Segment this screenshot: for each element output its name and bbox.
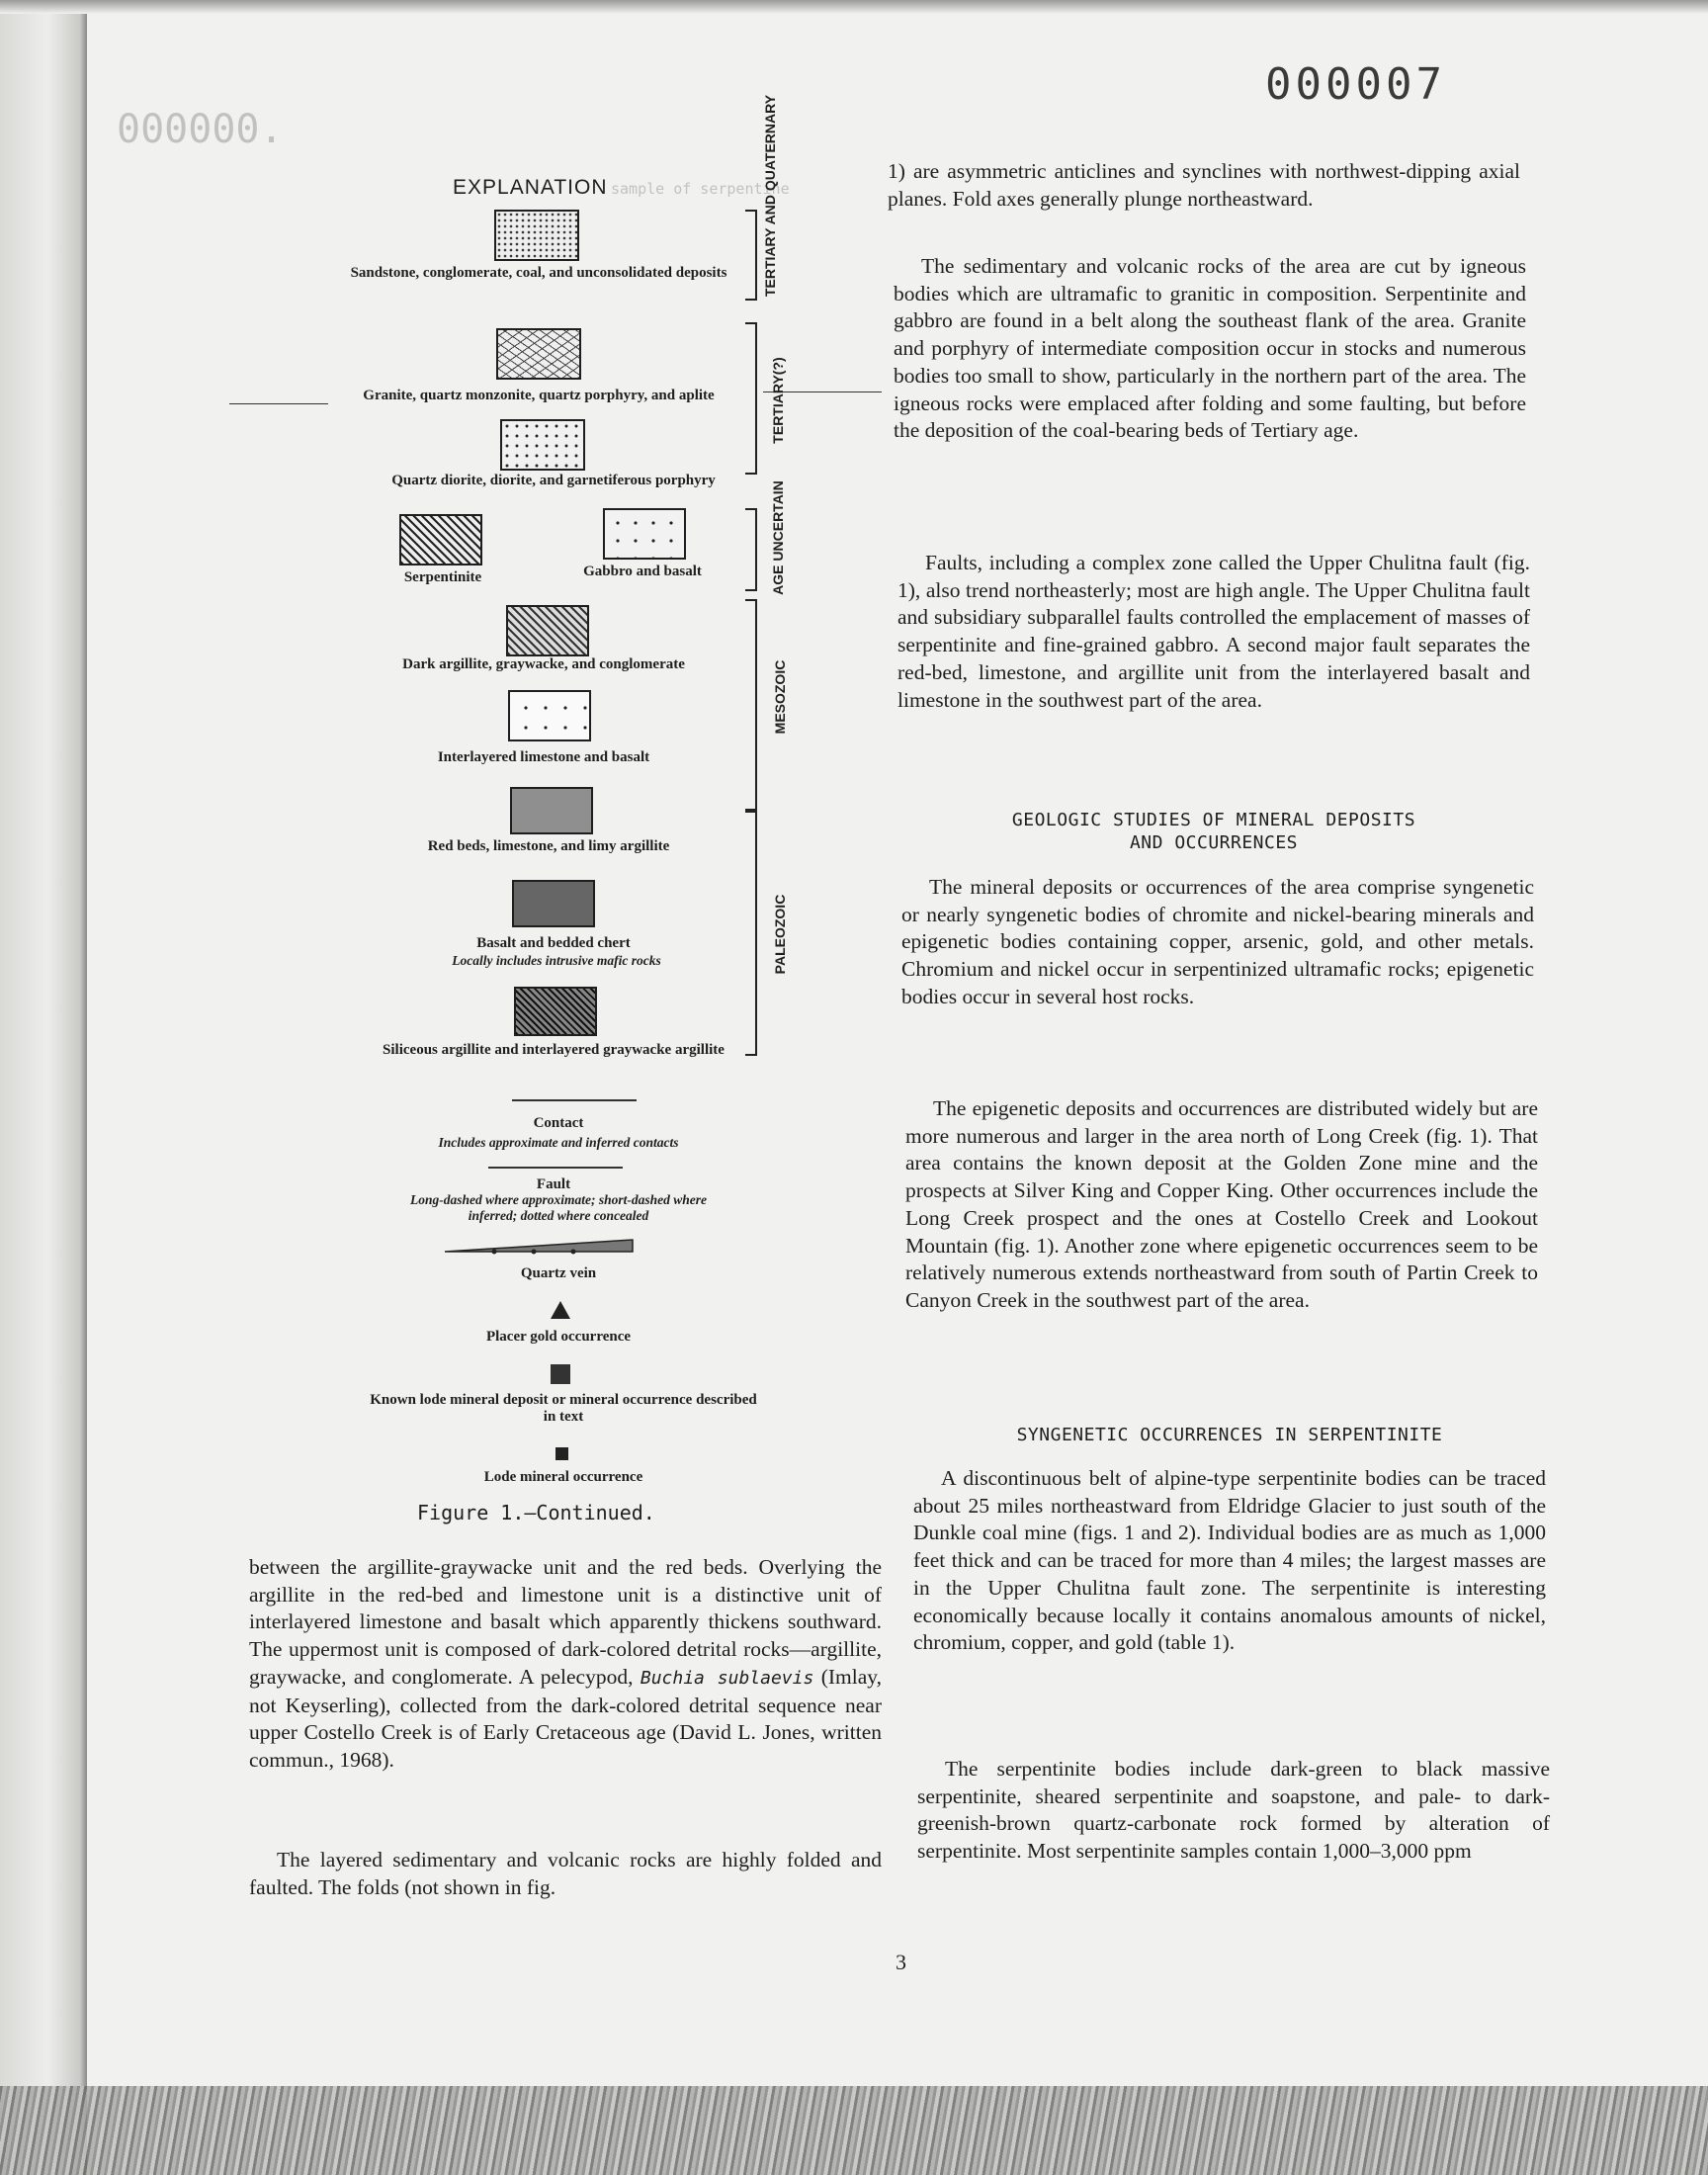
legend-title: EXPLANATION — [453, 176, 608, 199]
lode-square-icon — [555, 1447, 568, 1460]
placer-triangle-icon — [551, 1301, 570, 1319]
divider-left — [229, 403, 328, 404]
right-paragraph-3: Faults, including a complex zone called the Upper Chulitna fault (fig. 1), also trend northeasterly; most are high angle. The Upper Chulitna fault and subsidiary subparallel faults controlled the emplacement of masses of serpentinite and fine-grained gabbro. A second major fault separates the red-bed, limestone, and argillite unit from the interlayered basalt and limestone in the southwest part of the area. — [897, 551, 1530, 712]
basalt-chert-label: Basalt and bedded chert — [476, 935, 631, 951]
fault-line-symbol — [488, 1167, 623, 1169]
age-tertiary-quaternary: TERTIARY AND QUATERNARY — [762, 94, 778, 297]
brace-tertiary-quaternary — [745, 210, 757, 301]
brace-paleozoic — [745, 811, 757, 1056]
age-paleozoic: PALEOZOIC — [772, 894, 788, 975]
species-name: Buchia sublaevis — [640, 1667, 814, 1689]
page-binding-edge — [0, 0, 87, 2175]
lode-label: Lode mineral occurrence — [483, 1469, 643, 1485]
heading-mineral-deposits: GEOLOGIC STUDIES OF MINERAL DEPOSITS AND OCCURRENCES — [1011, 810, 1416, 853]
page-number: 3 — [896, 1950, 906, 1974]
siliceous-argillite-label: Siliceous argillite and interlayered graywacke argillite — [383, 1042, 725, 1058]
basalt-chert-note: Locally includes intrusive mafic rocks — [452, 953, 661, 968]
sandstone-label: Sandstone, conglomerate, coal, and unconsolidated deposits — [350, 265, 727, 281]
left-paragraph-1: between the argillite-graywacke unit and the red beds. Overlying the argillite in the red-bed and limestone unit is a distinctive unit of interlayered limestone and basalt which apparently thickens southward. The uppermost unit is composed of dark-colored detrital rocks—argillite, graywacke, and conglomerate. A pelecypod, Buchia sublaevis (Imlay, not Keyserling), collected from the dark-colored detrital sequence near upper Costello Creek is of Early Cretaceous age (David L. Jones, written commun., 1968). — [249, 1555, 883, 1772]
top-scan-shadow — [0, 0, 1708, 14]
known-lode-label: Known lode mineral deposit or mineral occurrence described in text — [370, 1392, 757, 1425]
document-number: 000007 — [1265, 59, 1446, 110]
bottom-scan-edge — [0, 2086, 1708, 2175]
known-lode-square-icon — [551, 1364, 570, 1384]
basalt-chert-swatch — [512, 880, 595, 927]
right-paragraph-6: A discontinuous belt of alpine-type serpentinite bodies can be traced about 25 miles northeastward from Eldridge Glacier to just south of the Dunkle coal mine (figs. 1 and 2). Individual bodies are as much as 1,000 feet thick and can be traced for more than 4 miles; the largest masses are in the Upper Chulitna fault zone. The serpentinite is interesting economically because locally it contains anomalous amounts of nickel, chromium, copper, and gold (table 1). — [913, 1466, 1546, 1655]
figure-caption: Figure 1.—Continued. — [417, 1501, 655, 1524]
siliceous-argillite-swatch — [514, 987, 597, 1036]
right-paragraph-2: The sedimentary and volcanic rocks of the area are cut by igneous bodies which are ultramafic to granitic in composition. Serpentinite and gabbro are found in a belt along the southeast flank of the area. Granite and porphyry of intermediate composition occur in stocks and numerous bodies too small to show, particularly in the northern part of the area. The igneous rocks were emplaced after folding and some faulting, but before the deposition of the coal-bearing beds of Tertiary age. — [894, 254, 1526, 443]
contact-note: Includes approximate and inferred contacts — [438, 1135, 679, 1150]
age-uncertain: AGE UNCERTAIN — [770, 480, 786, 595]
red-beds-label: Red beds, limestone, and limy argillite — [427, 838, 670, 854]
granite-swatch — [496, 328, 581, 380]
brace-tertiary — [745, 322, 757, 475]
right-paragraph-7: The serpentinite bodies include dark-green to black massive serpentinite, sheared serpentinite and soapstone, and pale- to dark-greenish-brown quartz-carbonate rock formed by alteration of serpentinite. Most serpentinite samples contain 1,000–3,000 ppm — [917, 1757, 1550, 1864]
brace-age-uncertain — [745, 508, 757, 591]
ghost-number: 000000. — [117, 107, 284, 152]
heading-syngenetic: SYNGENETIC OCCURRENCES IN SERPENTINITE — [1016, 1425, 1443, 1445]
left-paragraph-2: The layered sedimentary and volcanic rocks are highly folded and faulted. The folds (not shown in fig. — [249, 1848, 882, 1899]
gabbro-swatch — [603, 508, 686, 560]
ghost-header: sample of serpentine — [611, 180, 790, 198]
dark-argillite-label: Dark argillite, graywacke, and conglomerate — [402, 656, 685, 672]
right-paragraph-1: 1) are asymmetric anticlines and synclines with northwest-dipping axial planes. Fold axes generally plunge northeastward. — [888, 159, 1520, 211]
quartz-vein-symbol — [435, 1238, 642, 1262]
fault-note: Long-dashed where approximate; short-dashed where inferred; dotted where concealed — [409, 1192, 707, 1223]
red-beds-swatch — [510, 787, 593, 834]
sandstone-swatch — [494, 210, 579, 261]
quartz-diorite-label: Quartz diorite, diorite, and garnetiferous porphyry — [391, 473, 716, 488]
gabbro-label: Gabbro and basalt — [583, 564, 702, 579]
quartz-vein-label: Quartz vein — [520, 1265, 597, 1281]
contact-label: Contact — [533, 1115, 584, 1131]
granite-label: Granite, quartz monzonite, quartz porphyry, and aplite — [363, 388, 715, 403]
age-mesozoic: MESOZOIC — [772, 659, 788, 735]
dark-argillite-swatch — [506, 605, 589, 656]
fault-label: Fault — [536, 1176, 571, 1192]
limestone-basalt-swatch — [508, 690, 591, 741]
placer-label: Placer gold occurrence — [485, 1329, 632, 1345]
serpentinite-label: Serpentinite — [403, 569, 482, 585]
age-tertiary: TERTIARY(?) — [770, 357, 786, 444]
brace-mesozoic — [745, 599, 757, 811]
right-paragraph-5: The epigenetic deposits and occurrences are distributed widely but are more numerous and larger in the area north of Long Creek (fig. 1). That area contains the known deposit at the Golden Zone mine and the prospects at Silver King and Copper King. Other occurrences include the Long Creek prospect and the ones at Costello Creek and Lookout Mountain (fig. 1). Another zone where epigenetic occurrences seem to be relatively numerous extends northeastward from south of Partin Creek to Canyon Creek in the southwest part of the area. — [905, 1096, 1538, 1312]
serpentinite-swatch — [399, 514, 482, 566]
limestone-basalt-label: Interlayered limestone and basalt — [437, 749, 650, 765]
contact-line-symbol — [512, 1099, 637, 1101]
right-paragraph-4: The mineral deposits or occurrences of the area comprise syngenetic or nearly syngenetic bodies of chromite and nickel-bearing minerals and epigenetic bodies containing copper, arsenic, gold, and other metals. Chromium and nickel occur in serpentinized ultramafic rocks; epigenetic bodies occur in several host rocks. — [901, 875, 1534, 1008]
quartz-diorite-swatch — [500, 419, 585, 471]
